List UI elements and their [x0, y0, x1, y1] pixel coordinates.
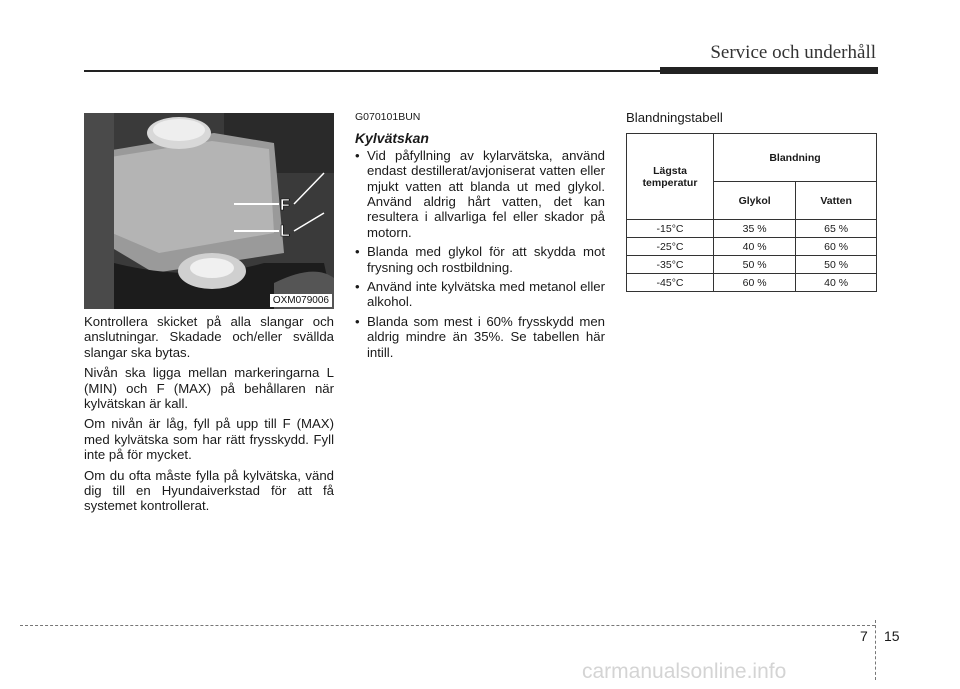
left-column [84, 314, 334, 519]
chapter-number: 7 [860, 628, 868, 644]
section-code: G070101BUN [355, 111, 421, 123]
header-mixture: Blandning [714, 134, 877, 182]
glycol-cell: 40 % [714, 238, 796, 256]
glycol-cell: 50 % [714, 256, 796, 274]
engine-bay-illustration [84, 113, 334, 309]
footer-dashed-rule [20, 625, 875, 626]
bullet-item: • Vid påfyllning av kylarvätska, använd endast destillerat/avjoniserat vatten eller mjukt vatten att blanda ut med glykol. Använd aldrig hårt vatten, det kan resultera i allvarliga fel eller skador på motorn. [355, 148, 605, 240]
header-bar [660, 67, 878, 74]
water-cell: 40 % [796, 274, 877, 292]
max-mark-label: F [280, 197, 290, 214]
paragraph: Nivån ska ligga mellan markeringarna L (MIN) och F (MAX) på behållaren när kylvätskan är kall. [84, 365, 334, 412]
page-number: 15 [884, 628, 900, 644]
glycol-cell: 35 % [714, 220, 796, 238]
footer-vertical-rule [875, 620, 876, 680]
mixing-table [626, 133, 877, 292]
table-row [627, 274, 877, 292]
header-water: Vatten [796, 182, 877, 220]
bullet-item: • Blanda som mest i 60% frysskydd men aldrig mindre än 35%. Se tabellen här intill. [355, 314, 605, 360]
bullet-list [355, 148, 605, 360]
paragraph: Kontrollera skicket på alla slangar och anslutningar. Skadade och/eller svällda slangar ska bytas. [84, 314, 334, 360]
page-header-title: Service och underhåll [710, 42, 876, 63]
water-cell: 50 % [796, 256, 877, 274]
paragraph: Om nivån är låg, fyll på upp till F (MAX) med kylvätska som har rätt frysskydd. Fyll inte på för mycket. [84, 416, 334, 463]
table-row [627, 220, 877, 238]
table-row [627, 256, 877, 274]
section-heading: Kylvätskan [355, 130, 429, 147]
header-lowest-temperature: Lägsta temperatur [627, 134, 714, 220]
watermark: carmanualsonline.info [582, 660, 787, 683]
temperature-cell: -25°C [627, 238, 714, 256]
paragraph: Om du ofta måste fylla på kylvätska, vänd dig till en Hyundaiverkstad för att få systemet kontrollerat. [84, 467, 334, 514]
glycol-cell: 60 % [714, 274, 796, 292]
temperature-cell: -45°C [627, 274, 714, 292]
table-title: Blandningstabell [626, 110, 723, 125]
coolant-reservoir-photo [84, 113, 334, 309]
water-cell: 60 % [796, 238, 877, 256]
figure-code: OXM079006 [270, 294, 332, 307]
min-mark-label: L [280, 223, 290, 240]
temperature-cell: -15°C [627, 220, 714, 238]
bullet-item: • Använd inte kylvätska med metanol eller alkohol. [355, 279, 605, 310]
temperature-cell: -35°C [627, 256, 714, 274]
bullet-item: • Blanda med glykol för att skydda mot frysning och rostbildning. [355, 244, 605, 275]
header-rule [84, 70, 660, 72]
header-glycol: Glykol [714, 182, 796, 220]
middle-column [355, 110, 605, 364]
table-row [627, 238, 877, 256]
water-cell: 65 % [796, 220, 877, 238]
